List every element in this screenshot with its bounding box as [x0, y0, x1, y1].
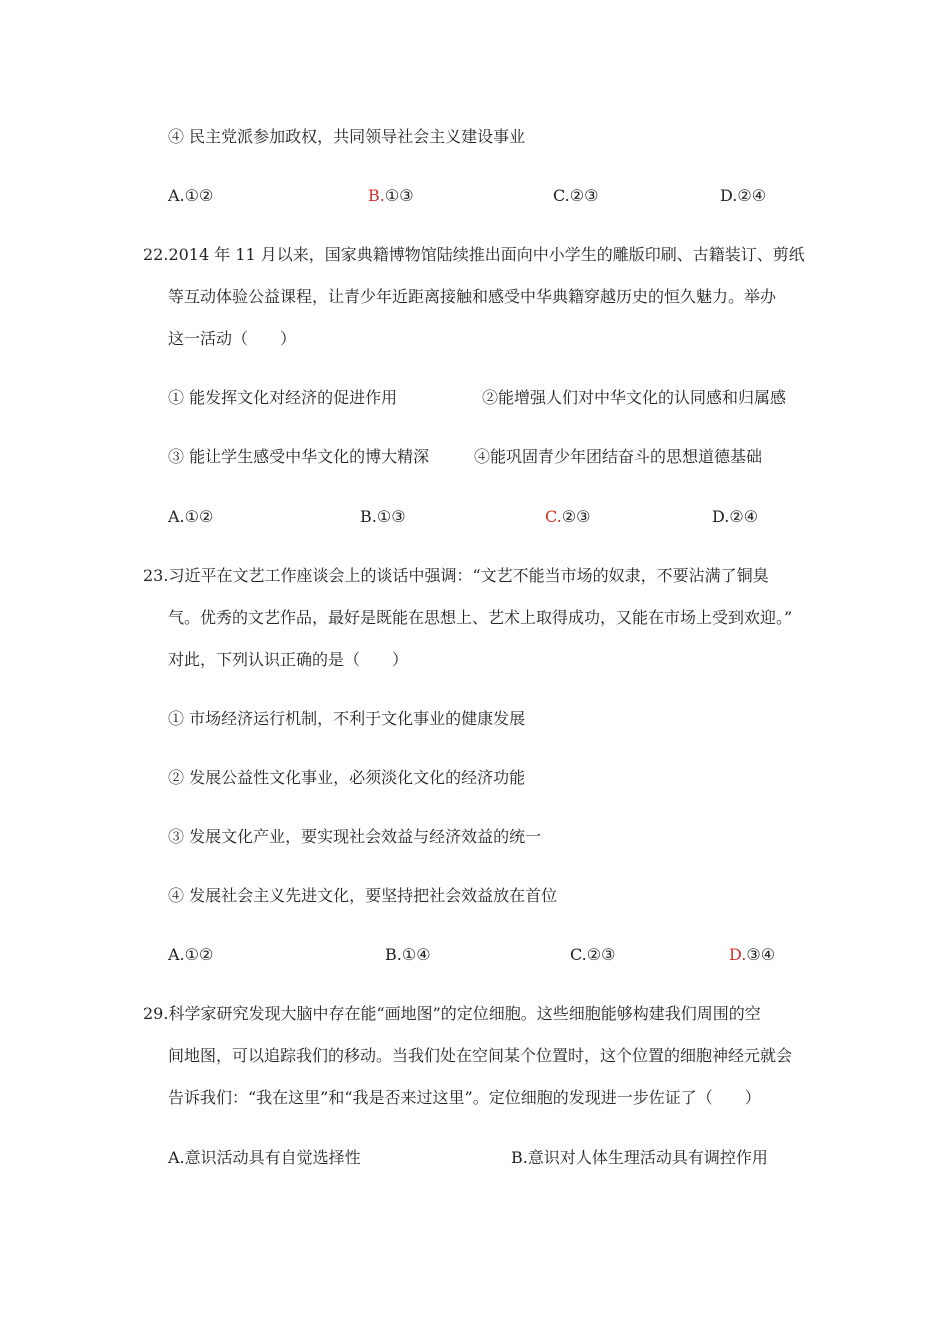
option-text: ②③ [586, 945, 616, 964]
q22-item-1: ① 能发挥文化对经济的促进作用 [168, 388, 398, 407]
option-text: ③④ [746, 945, 776, 964]
q29-stem-line-1: 29.科学家研究发现大脑中存在能“画地图”的定位细胞。这些细胞能够构建我们周围的空 [143, 1004, 761, 1023]
q23-stem-line-1: 23.习近平在文艺工作座谈会上的谈话中强调：“文艺不能当市场的奴隶，不要沾满了铜臭 [143, 566, 769, 585]
q23-stem-line-2: 气。优秀的文艺作品，最好是既能在思想上、艺术上取得成功，又能在市场上受到欢迎。” [168, 608, 793, 627]
option-text: ①② [184, 945, 214, 964]
q22-option-a[interactable] [168, 506, 213, 528]
q22-item-2: ②能增强人们对中华文化的认同感和归属感 [482, 388, 787, 407]
option-letter: D. [720, 186, 738, 205]
q22-option-d[interactable] [712, 506, 758, 528]
q22-item-4: ④能巩固青少年团结奋斗的思想道德基础 [474, 447, 763, 466]
q29-stem-line-2: 间地图，可以追踪我们的移动。当我们处在空间某个位置时，这个位置的细胞神经元就会 [168, 1046, 793, 1065]
option-letter: B. [360, 507, 377, 526]
option-text: ①② [184, 507, 214, 526]
q22-option-b[interactable] [360, 506, 406, 528]
q21-option-a[interactable] [168, 185, 213, 207]
option-letter: A. [168, 507, 185, 526]
option-text: ①② [184, 186, 214, 205]
q23-option-b[interactable] [385, 944, 431, 966]
q23-item-1: ① 市场经济运行机制，不利于文化事业的健康发展 [168, 709, 526, 728]
q22-stem-line-2: 等互动体验公益课程，让青少年近距离接触和感受中华典籍穿越历史的恒久魅力。举办 [168, 287, 777, 306]
q22-stem-line-3: 这一活动（ ） [168, 329, 297, 348]
option-text: ②④ [729, 507, 759, 526]
option-letter: C. [570, 945, 587, 964]
q22-option-c[interactable] [545, 506, 590, 528]
option-letter: D. [712, 507, 730, 526]
q23-item-3: ③ 发展文化产业，要实现社会效益与经济效益的统一 [168, 827, 542, 846]
option-letter: B. [511, 1148, 528, 1167]
option-letter: A. [168, 945, 185, 964]
option-text: ②③ [569, 186, 599, 205]
q23-item-4: ④ 发展社会主义先进文化，要坚持把社会效益放在首位 [168, 886, 558, 905]
q23-stem-line-3: 对此，下列认识正确的是（ ） [168, 650, 409, 669]
option-letter-correct: B. [368, 186, 385, 205]
option-letter: B. [385, 945, 402, 964]
q23-option-c[interactable] [570, 944, 615, 966]
q23-option-a[interactable] [168, 944, 213, 966]
q29-option-b[interactable] [511, 1147, 768, 1169]
option-letter: A. [168, 1148, 185, 1167]
option-letter-correct: D. [729, 945, 747, 964]
option-letter: C. [553, 186, 570, 205]
option-text: ②④ [737, 186, 767, 205]
option-letter-correct: C. [545, 507, 562, 526]
option-letter: A. [168, 186, 185, 205]
q29-stem-line-3: 告诉我们：“我在这里”和“我是否来过这里”。定位细胞的发现进一步佐证了（ ） [168, 1088, 761, 1107]
q29-option-a[interactable] [168, 1147, 361, 1169]
q22-stem-line-1: 22.2014 年 11 月以来，国家典籍博物馆陆续推出面向中小学生的雕版印刷、古籍装订、剪纸 [143, 245, 805, 264]
option-text: ①④ [401, 945, 431, 964]
q21-option-c[interactable] [553, 185, 598, 207]
q22-item-3: ③ 能让学生感受中华文化的博大精深 [168, 447, 430, 466]
option-text: 意识活动具有自觉选择性 [184, 1148, 361, 1167]
option-text: ①③ [376, 507, 406, 526]
option-text: 意识对人体生理活动具有调控作用 [527, 1148, 768, 1167]
q23-option-d[interactable] [729, 944, 775, 966]
q23-item-2: ② 发展公益性文化事业，必须淡化文化的经济功能 [168, 768, 526, 787]
q21-option-d[interactable] [720, 185, 766, 207]
q21-option-b[interactable] [368, 185, 414, 207]
option-text: ①③ [384, 186, 414, 205]
q21-item-4: ④ 民主党派参加政权，共同领导社会主义建设事业 [168, 127, 526, 146]
option-text: ②③ [561, 507, 591, 526]
